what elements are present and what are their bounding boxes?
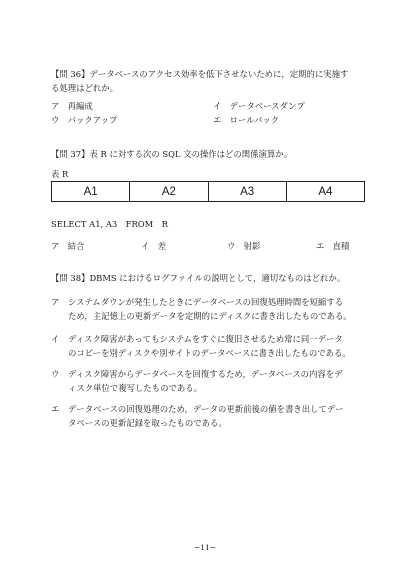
- q36-option-d-text: ロールバック: [229, 115, 280, 125]
- q38-option-b-line2: のコピーを別ディスクや別サイトのデータベースに書き出したものである。: [68, 347, 351, 358]
- q38-option-b-line1: ディスク障害があってもシステムをすぐに復旧させるため常に同一データ: [68, 334, 343, 344]
- q38-option-c-line2: ィスク単位で複写したものである。: [68, 382, 202, 393]
- q37-option-b: [141, 241, 166, 252]
- q38-option-b: [51, 333, 361, 360]
- table-r: [51, 181, 365, 202]
- q36-question-line2: る処理はどれか。: [51, 83, 118, 93]
- q36-option-a-label: ア: [51, 101, 60, 111]
- q38-option-d-line1: データベースの回復処理のため，データの更新前後の値を書き出してデー: [68, 404, 344, 414]
- q36-option-d-label: エ: [213, 115, 222, 125]
- table-r-col-a2: A2: [130, 182, 208, 202]
- q37-question: 【問 37】表 R に対する次の SQL 文の操作はどの関係演算か。: [51, 149, 293, 159]
- q37-table-label: 表 R: [51, 169, 69, 179]
- q36-option-b: [213, 101, 305, 112]
- q38-option-a: [51, 296, 361, 323]
- q38-option-a-line1: システムダウンが発生したときにデータベースの回復処理時間を短縮する: [68, 297, 344, 307]
- q38-option-c-line1: ディスク障害からデータベースを回復するため，データベースの内容をデ: [68, 369, 343, 379]
- q36-option-b-label: イ: [213, 101, 222, 111]
- q37-option-d-text: 直積: [332, 241, 350, 251]
- q36-option-d: [213, 115, 279, 126]
- q38-option-c-label: ウ: [51, 369, 60, 379]
- q37-option-a-label: ア: [51, 241, 60, 251]
- q38-option-a-line2: ため，主記憶上の更新データを定期的にディスクに書き出したものである。: [68, 310, 352, 321]
- q37-option-b-label: イ: [141, 241, 150, 251]
- q36-option-c-text: バックアップ: [67, 115, 118, 125]
- table-r-col-a4: A4: [286, 182, 364, 202]
- q38-option-b-label: イ: [51, 334, 60, 344]
- q36-option-b-text: データベースダンプ: [229, 101, 305, 111]
- table-r-col-a1: A1: [52, 182, 130, 202]
- q38-option-d: [51, 403, 361, 430]
- q37-option-d-label: エ: [316, 241, 325, 251]
- q38-question: 【問 38】DBMS におけるログファイルの説明として，適切なものはどれか。: [51, 273, 346, 283]
- q37-option-a-text: 結合: [67, 241, 85, 251]
- q37-option-c: [227, 241, 260, 252]
- page-number: −11−: [193, 543, 217, 552]
- q38-option-d-line2: タベースの更新記録を取ったものである。: [68, 417, 227, 428]
- q37-option-a: [51, 241, 84, 252]
- q38-option-d-label: エ: [51, 404, 60, 414]
- q36-option-a-text: 再編成: [67, 101, 93, 111]
- q37-option-d: [316, 241, 349, 252]
- table-r-header-row: [52, 182, 365, 202]
- q37-sql-statement: SELECT A1, A3 FROM R: [51, 219, 168, 229]
- q38-option-a-label: ア: [51, 297, 60, 307]
- q37-option-c-label: ウ: [227, 241, 236, 251]
- table-r-col-a3: A3: [208, 182, 286, 202]
- q37-option-b-text: 差: [157, 241, 167, 251]
- q36-question-line1: 【問 36】データベースのアクセス効率を低下させないために，定期的に実施す: [51, 69, 349, 79]
- q37-option-c-text: 射影: [243, 241, 261, 251]
- q38-option-c: [51, 368, 361, 395]
- q36-option-a: [51, 101, 93, 112]
- q36-option-c: [51, 115, 117, 126]
- q36-option-c-label: ウ: [51, 115, 60, 125]
